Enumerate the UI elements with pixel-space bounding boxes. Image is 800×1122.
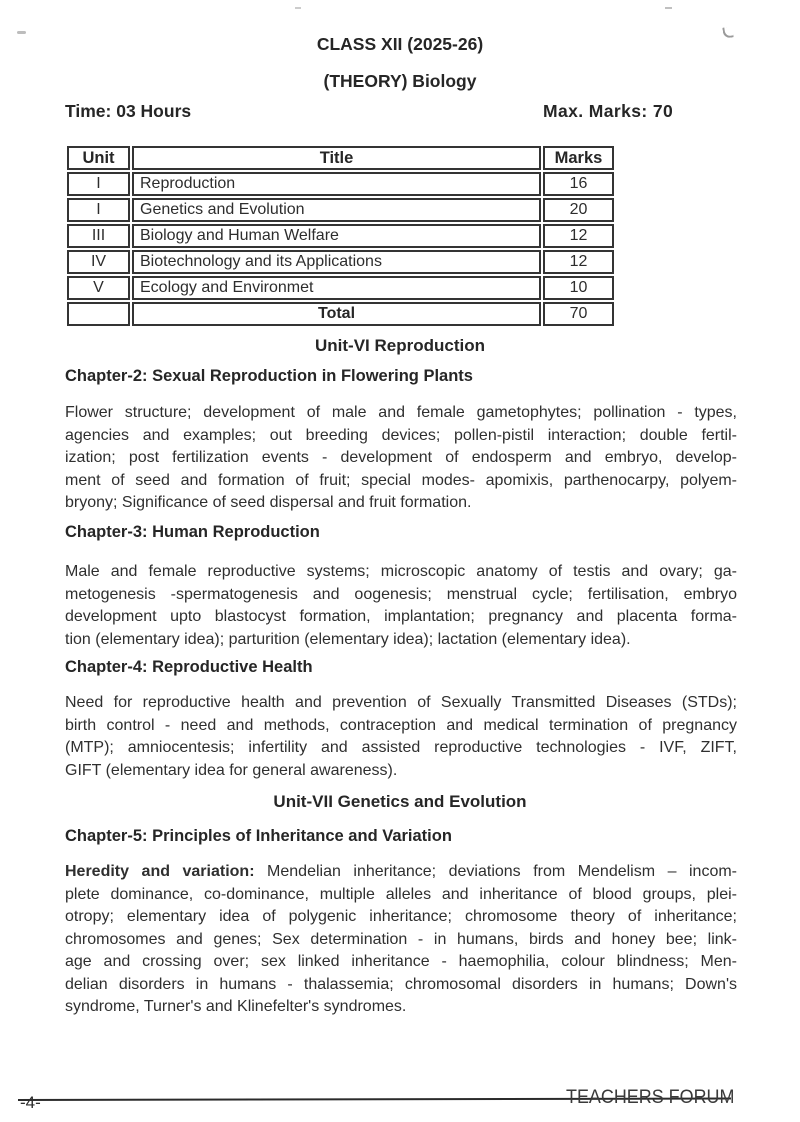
heredity-lead-bold: Heredity and variation:: [65, 863, 255, 880]
cell-marks: 12: [543, 250, 614, 274]
heredity-lead-rest: Mendelian inheritance; deviations from Mendelism – incom-: [254, 863, 738, 880]
cell-title: Biotechnology and its Applications: [132, 250, 541, 274]
cell-marks: 10: [543, 276, 614, 300]
col-header-unit: Unit: [67, 146, 130, 170]
max-marks-label: Max. Marks: 70: [543, 101, 674, 121]
chapter2-heading: Chapter-2: Sexual Reproduction in Flowering Plants: [65, 367, 473, 385]
text-line: bryony; Significance of seed dispersal and fruit formation.: [65, 494, 472, 511]
chapter4-paragraph: [65, 692, 737, 782]
table-total-row: [67, 302, 614, 326]
text-line: Male and female reproductive systems; microscopic anatomy of testis and ovary; ga-: [65, 563, 737, 580]
cell-title: Reproduction: [132, 172, 541, 196]
cell-total-label: Total: [132, 302, 541, 326]
text-line: chromosomes and genes; Sex determination - in humans, birds and honey bee; link-: [65, 930, 737, 948]
text-line: Need for reproductive health and prevention of Sexually Transmitted Diseases (STDs);: [65, 694, 737, 711]
chapter5-heading: Chapter-5: Principles of Inheritance and Variation: [65, 827, 452, 845]
chapter2-paragraph: [65, 402, 737, 515]
text-line: development upto blastocyst formation, implantation; pregnancy and placenta forma-: [65, 608, 737, 625]
cell-marks: 12: [543, 224, 614, 248]
marks-table: [65, 144, 616, 328]
time-label: Time: 03 Hours: [65, 101, 192, 121]
footer-brand: TEACHERS FORUM: [566, 1086, 735, 1108]
scan-artifact: [665, 7, 672, 9]
cell-title: Ecology and Environmet: [132, 276, 541, 300]
cell-unit: V: [67, 276, 130, 300]
text-line: agencies and examples; out breeding devices; pollen-pistil interaction; double fertil-: [65, 426, 737, 444]
page-title: CLASS XII (2025-26): [316, 34, 484, 54]
chapter5-paragraph: [65, 861, 737, 1019]
unit-vii-heading: Unit-VII Genetics and Evolution: [273, 792, 527, 811]
cell-title: Biology and Human Welfare: [132, 224, 541, 248]
cell-title: Genetics and Evolution: [132, 198, 541, 222]
text-line: otropy; elementary idea of polygenic inheritance; chromosome theory of inheritance;: [65, 908, 737, 925]
unit-vi-heading: Unit-VI Reproduction: [315, 336, 485, 355]
table-row: [67, 224, 614, 248]
chapter5-paragraph-rest: [65, 884, 737, 1019]
table-row: [67, 250, 614, 274]
text-line: age and crossing over; sex linked inheritance - haemophilia, colour blindness; Men-: [65, 953, 737, 970]
col-header-marks: Marks: [543, 146, 614, 170]
page-number: -4-: [20, 1093, 41, 1112]
scan-artifact: [295, 7, 301, 9]
text-line: syndrome, Turner's and Klinefelter's syndromes.: [65, 998, 407, 1015]
cell-total-marks: 70: [543, 302, 614, 326]
text-line: tion (elementary idea); parturition (elementary idea); lactation (elementary idea).: [65, 630, 631, 648]
cell-unit: I: [67, 198, 130, 222]
text-line: Flower structure; development of male and female gametophytes; pollination - types,: [65, 404, 737, 421]
text-line: delian disorders in humans - thalassemia; chromosomal disorders in humans; Down's: [65, 975, 737, 993]
cell-marks: 20: [543, 198, 614, 222]
cell-unit: III: [67, 224, 130, 248]
table-header-row: [67, 146, 614, 170]
table-row: [67, 198, 614, 222]
text-line: ment of seed and formation of fruit; special modes- apomixis, parthenocarpy, polyem-: [65, 471, 737, 489]
text-line: (MTP); amniocentesis; infertility and assisted reproductive technologies - IVF, ZIFT,: [65, 739, 737, 756]
chapter3-heading: Chapter-3: Human Reproduction: [65, 523, 320, 541]
col-header-title: Title: [132, 146, 541, 170]
text-line: ization; post fertilization events - development of endosperm and embryo, develop-: [65, 449, 737, 466]
cell-unit: [67, 302, 130, 326]
cell-marks: 16: [543, 172, 614, 196]
chapter3-paragraph: [65, 561, 737, 651]
chapter4-heading: Chapter-4: Reproductive Health: [65, 658, 313, 676]
text-line: GIFT (elementary idea for general awareness).: [65, 761, 398, 779]
text-line: birth control - need and methods, contraception and medical termination of pregnancy: [65, 716, 737, 734]
text-line: plete dominance, co-dominance, multiple alleles and inheritance of blood groups, plei-: [65, 885, 737, 903]
page-subtitle: (THEORY) Biology: [323, 71, 477, 91]
text-line: metogenesis -spermatogenesis and oogenesis; menstrual cycle; fertilisation, embryo: [65, 585, 737, 603]
table-row: [67, 276, 614, 300]
table-row: [67, 172, 614, 196]
cell-unit: IV: [67, 250, 130, 274]
cell-unit: I: [67, 172, 130, 196]
text-line: [65, 861, 737, 884]
